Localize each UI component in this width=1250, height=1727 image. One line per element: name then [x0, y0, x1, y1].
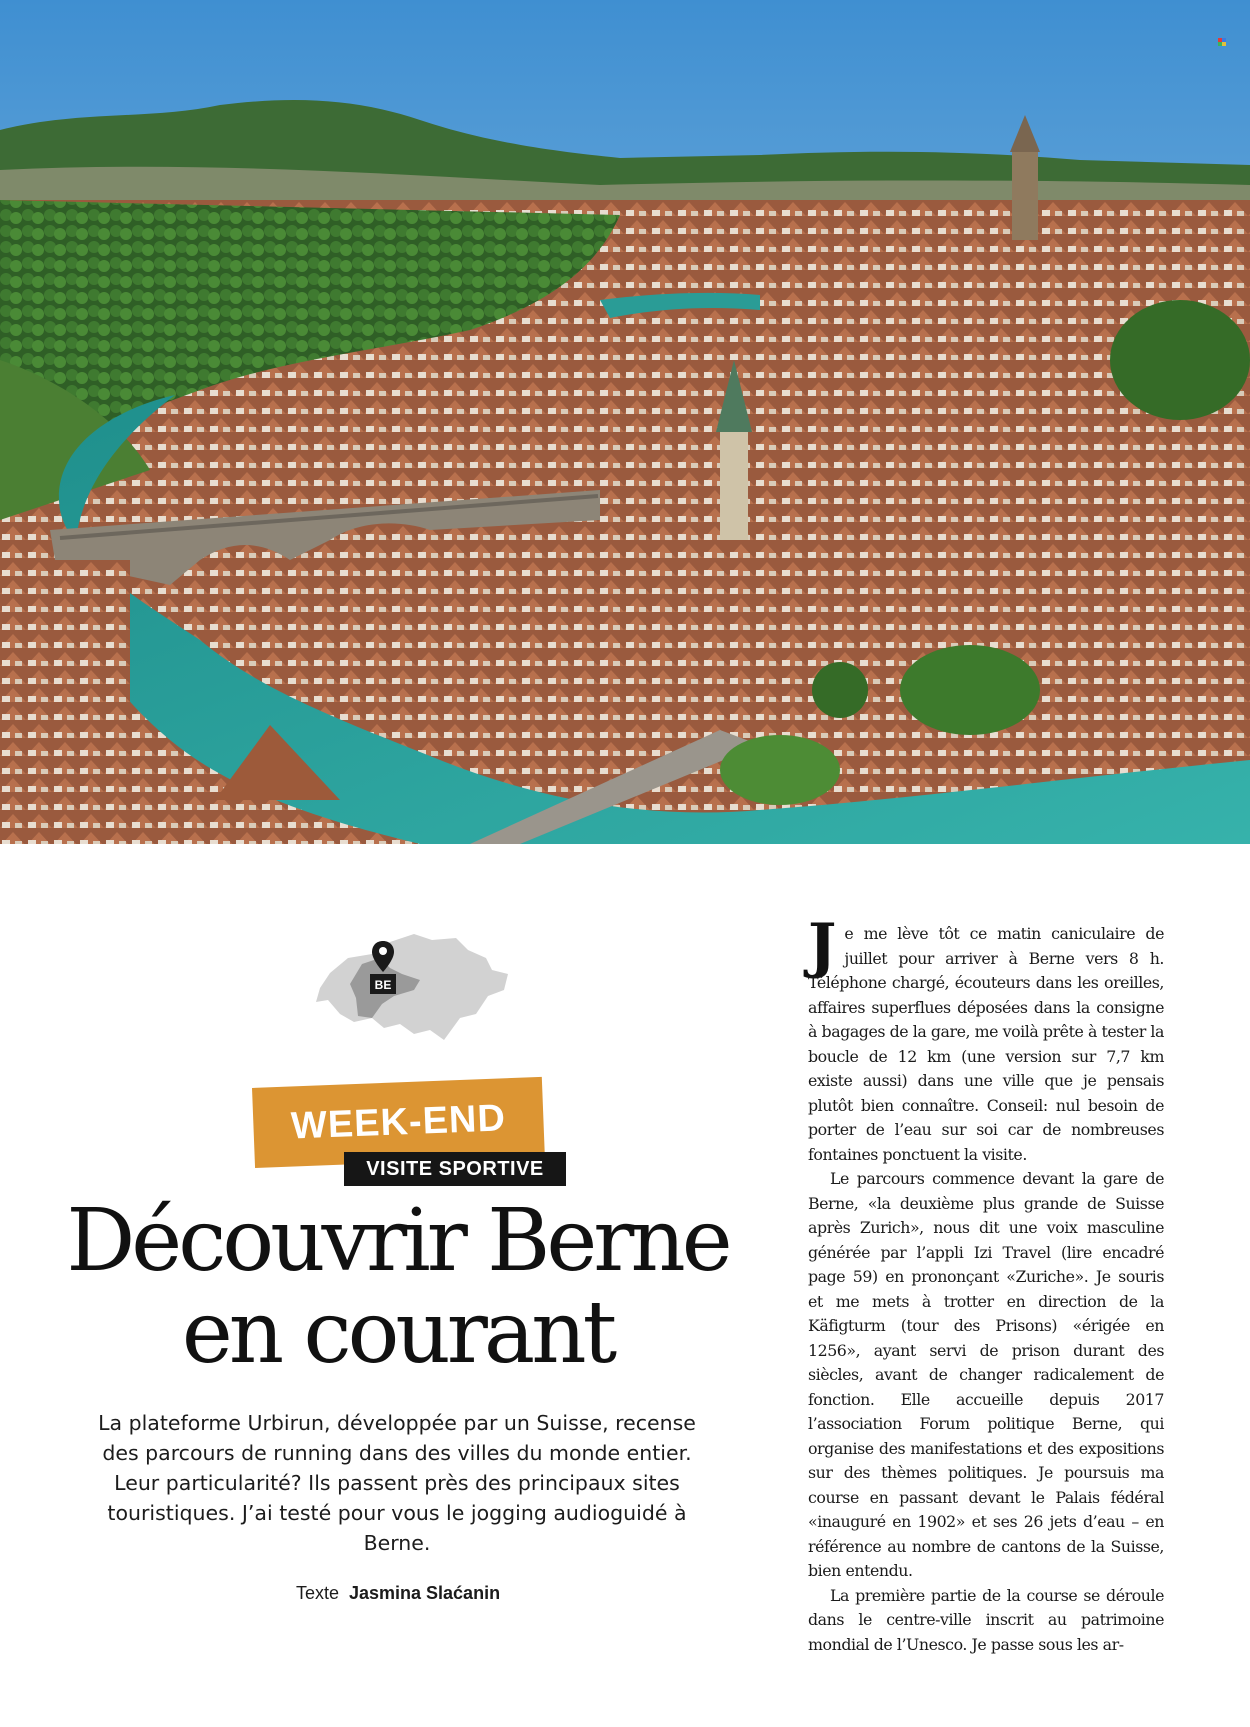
subcategory-tag: VISITE SPORTIVE — [344, 1152, 566, 1186]
byline-label: Texte — [295, 1583, 339, 1603]
tree-cluster — [900, 645, 1040, 735]
byline — [240, 1580, 556, 1606]
article-headline: Découvrir Berne en courant — [66, 1191, 729, 1383]
hero-photo — [0, 0, 1250, 844]
body-paragraph: La première partie de la course se déroule dans le centre-ville inscrit au patrimoine mondial de l’Unesco. Je passe sous les ar- — [808, 1585, 1164, 1654]
byline-author: Jasmina Slaćanin — [348, 1583, 501, 1603]
houses-left — [0, 560, 130, 760]
publisher-logo — [1218, 33, 1226, 41]
switzerland-map — [310, 918, 520, 1052]
article-lede: La plateforme Urbirun, développée par un Suisse, recense des parcours de running dans des villes du monde entier. Leur particularité? Ils passent près des principaux sites touristiques. J’ai testé pour vous le jogging audioguidé à Berne. — [98, 1411, 696, 1555]
hero-illustration — [0, 0, 1250, 844]
canton-label: BE — [374, 978, 392, 992]
body-paragraph: Je me lève tôt ce matin caniculaire de juillet pour arriver à Berne vers 8 h. Téléphone chargé, écouteurs dans les oreilles, affaires superflues déposées dans la consigne à bagages de la gare, me voilà prête à tester la boucle de 12 km (une version sur 7,7 km existe aussi) dans une ville que je pensais plutôt bien connaître. Conseil: nul besoin de porter de l’eau sur soi car de nombreuses fontaines ponctuent la visite. — [808, 911, 1164, 1164]
category-label: WEEK-END — [290, 1097, 507, 1148]
article-body — [808, 911, 1164, 1657]
body-paragraph: Le parcours commence devant la gare de Berne, «la deuxième plus grande de Suisse après Zurich», nous dit une voix masculine générée par l’appli Izi Travel (lire encadré page 59) en prononçant «Zuriche». Je souris et me mets à trotter en direction de la Käfigturm (tour des Prisons) «érigée en 1256», ayant servi de prison durant des siècles, avant de changer radicalement de fonction. Elle accueille depuis 2017 l’association Forum politique Berne, qui organise des manifestations et des expositions sur des thèmes politiques. Je poursuis ma course en passant devant le Palais fédéral «inauguré en 1902» et ses 26 jets d’eau – en référence au nombre de cantons de la Suisse, bien entendu. — [808, 1169, 1164, 1580]
nydegg-church-tower — [720, 430, 748, 540]
drop-cap: J — [808, 911, 837, 981]
minster-tower — [1012, 150, 1038, 240]
